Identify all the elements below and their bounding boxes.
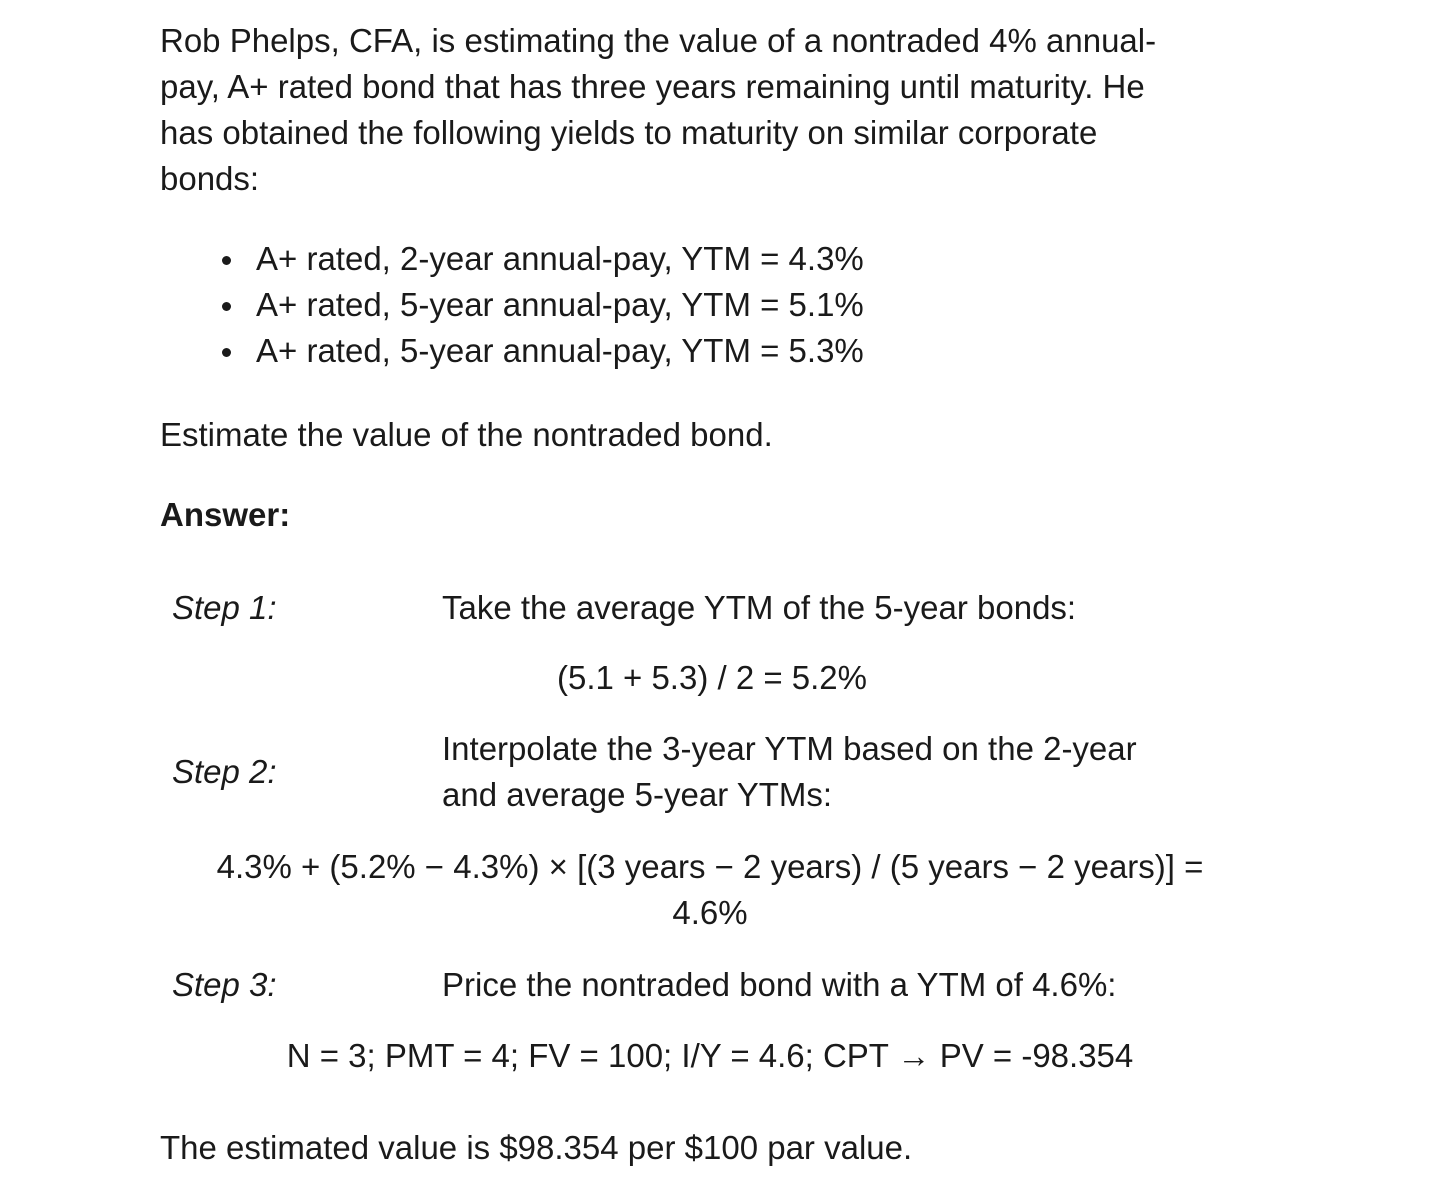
conclusion-text: The estimated value is $98.354 per $100 par value. — [160, 1129, 913, 1166]
step-1-label: Step 1: — [172, 589, 277, 626]
step-3-text: Price the nontraded bond with a YTM of 4.6%: — [442, 966, 1117, 1003]
bullet-icon — [222, 302, 231, 311]
step-1-formula: (5.1 + 5.3) / 2 = 5.2% — [556, 659, 868, 696]
list-item — [220, 236, 864, 282]
intro-line: bonds: — [160, 160, 260, 197]
step-1-text: Take the average YTM of the 5-year bonds: — [442, 589, 1077, 626]
list-item-text: A+ rated, 5-year annual-pay, YTM = 5.1% — [256, 286, 864, 323]
step-2-text-line: Interpolate the 3-year YTM based on the 2-year — [442, 730, 1137, 767]
step-2-text — [442, 726, 1137, 818]
question-text: Estimate the value of the nontraded bond. — [160, 416, 773, 453]
step-3-formula: N = 3; PMT = 4; FV = 100; I/Y = 4.6; CPT → PV = -98.354 — [286, 1037, 1134, 1074]
list-item — [220, 328, 864, 374]
step-3-label: Step 3: — [172, 966, 277, 1003]
intro-line: pay, A+ rated bond that has three years remaining until maturity. He — [160, 68, 1145, 105]
intro-line: has obtained the following yields to maturity on similar corporate — [160, 114, 1098, 151]
answer-label: Answer: — [160, 496, 291, 533]
list-item — [220, 282, 864, 328]
list-item-text: A+ rated, 5-year annual-pay, YTM = 5.3% — [256, 332, 864, 369]
bond-yield-list — [220, 236, 864, 374]
step-2-formula-line: 4.3% + (5.2% − 4.3%) × [(3 years − 2 years) / (5 years − 2 years)] = — [216, 848, 1204, 885]
bullet-icon — [222, 348, 231, 357]
intro-line: Rob Phelps, CFA, is estimating the value of a nontraded 4% annual- — [160, 22, 1157, 59]
bullet-icon — [222, 256, 231, 265]
step-2-label: Step 2: — [172, 753, 277, 790]
step-2-text-line: and average 5-year YTMs: — [442, 776, 833, 813]
list-item-text: A+ rated, 2-year annual-pay, YTM = 4.3% — [256, 240, 864, 277]
intro-paragraph — [160, 18, 1156, 202]
step-2-formula-result: 4.6% — [672, 894, 748, 931]
step-2-formula — [180, 844, 1240, 936]
